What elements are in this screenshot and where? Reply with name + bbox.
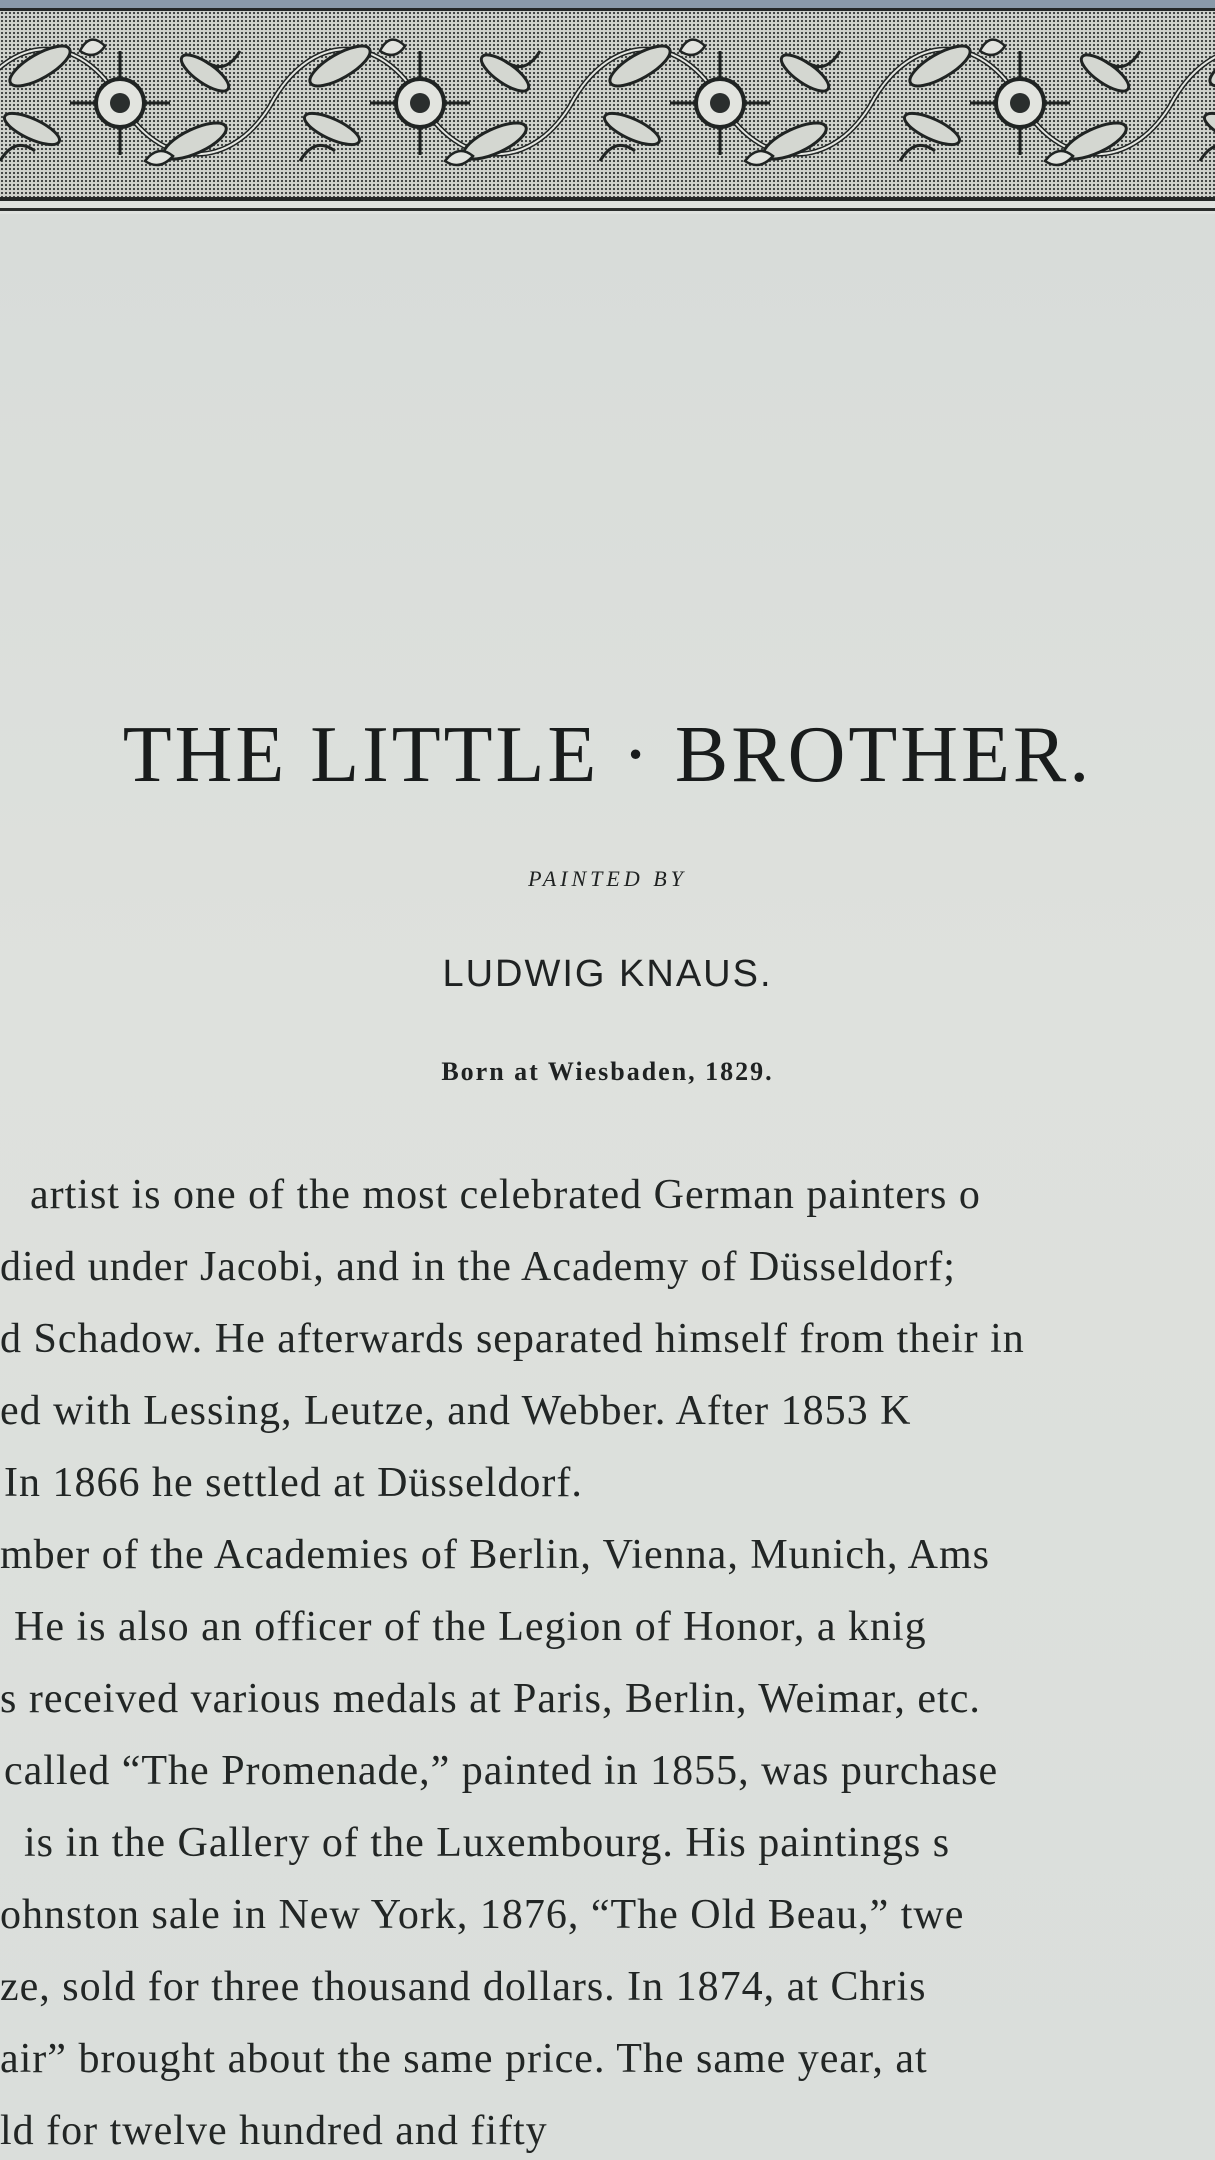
text-line: died under Jacobi, and in the Academy of Düsseldorf; — [0, 1244, 956, 1290]
text-line: ld for twelve hundred and fifty — [0, 2108, 548, 2154]
page-title: THE LITTLE · BROTHER. — [122, 711, 1093, 799]
text-line: He is also an officer of the Legion of Honor, a knig — [14, 1604, 927, 1650]
floral-border-ornament — [0, 8, 1215, 201]
text-line: In 1866 he settled at Düsseldorf. — [4, 1460, 583, 1506]
text-line: ze, sold for three thousand dollars. In 1874, at Chris — [0, 1964, 927, 2010]
text-line: called “The Promenade,” painted in 1855, was purchase — [4, 1748, 999, 1794]
text-line: s received various medals at Paris, Berlin, Weimar, etc. — [0, 1676, 981, 1722]
text-line: air” brought about the same price. The same year, at — [0, 2036, 928, 2082]
painter-name: LUDWIG KNAUS. — [442, 953, 773, 995]
floral-ornament-icon — [0, 11, 1215, 197]
border-rule — [0, 208, 1215, 211]
birth-info: Born at Wiesbaden, 1829. — [441, 1057, 774, 1086]
painted-by-caption: PAINTED BY — [528, 866, 687, 891]
text-line: artist is one of the most celebrated German painters o — [30, 1172, 981, 1218]
text-line: is in the Gallery of the Luxembourg. His paintings s — [24, 1820, 951, 1866]
text-line: ed with Lessing, Leutze, and Webber. After 1853 K — [0, 1388, 912, 1434]
text-line: d Schadow. He afterwards separated himself from their in — [0, 1316, 1025, 1362]
text-line: ohnston sale in New York, 1876, “The Old Beau,” twe — [0, 1892, 965, 1938]
text-line: mber of the Academies of Berlin, Vienna, Munich, Ams — [0, 1532, 991, 1578]
